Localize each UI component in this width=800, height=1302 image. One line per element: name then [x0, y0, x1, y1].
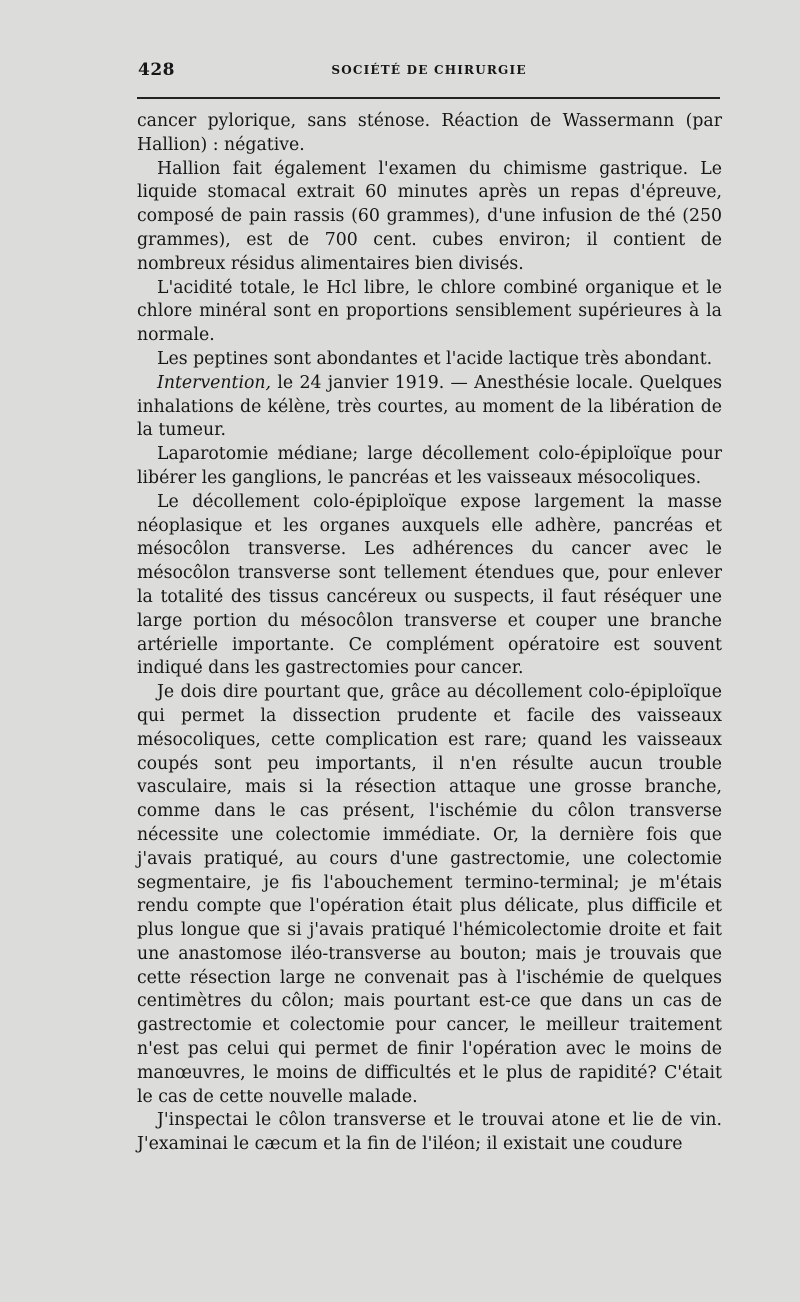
paragraph: [137, 372, 722, 443]
page-header: [138, 60, 720, 84]
paragraph-italic-lead: Intervention,: [157, 372, 272, 393]
paragraph: cancer pylorique, sans sténose. Réaction de Wassermann (par Hallion) : négative.: [137, 111, 722, 155]
paragraph: Les peptines sont abondantes et l'acide lactique très abondant.: [157, 348, 713, 369]
paragraph: Le décollement colo-épiploïque expose largement la masse néoplasique et les organes auxquels elle adhère, pancréas et mésocôlon transverse. Les adhérences du cancer avec le mésocôlon transverse sont tellement étendues que, pour enlever la totalité des tissus cancéreux ou suspects, il faut réséquer une large portion du mésocôlon transverse et couper une branche artérielle importante. Ce complément opératoire est souvent indiqué dans les gastrectomies pour cancer.: [137, 491, 722, 679]
header-rule: [137, 97, 720, 99]
paragraph-text: le 24 janvier 1919. — Anesthésie locale. Quelques inhalations de kélène, très courtes, au moment de la libération de la tumeur.: [137, 372, 722, 441]
paragraph: Laparotomie médiane; large décollement colo-épiploïque pour libérer les ganglions, le pancréas et les vaisseaux mésocoliques.: [137, 444, 722, 488]
running-title: SOCIÉTÉ DE CHIRURGIE: [331, 63, 527, 77]
paragraph: Je dois dire pourtant que, grâce au décollement colo-épiploïque qui permet la dissection prudente et facile des vaisseaux mésocoliques, cette complication est rare; quand les vaisseaux coupés sont peu importants, il n'en résulte aucun trouble vasculaire, mais si la résection attaque une grosse branche, comme dans le cas présent, l'ischémie du côlon transverse nécessite une colectomie immédiate. Or, la dernière fois que j'avais pratiqué, au cours d'une gastrectomie, une colectomie segmentaire, je fis l'abouchement termino-terminal; je m'étais rendu compte que l'opération était plus délicate, plus difficile et plus longue que si j'avais pratiqué l'hémicolectomie droite et fait une anastomose iléo-transverse au bouton; mais je trouvais que cette résection large ne convenait pas à l'ischémie de quelques centimètres du côlon; mais pourtant est-ce que dans un cas de gastrectomie et colectomie pour cancer, le meilleur traitement n'est pas celui qui permet de finir l'opération avec le moins de manœuvres, le moins de difficultés et le plus de rapidité? C'était le cas de cette nouvelle malade.: [137, 682, 722, 1107]
body-text: [137, 110, 722, 1157]
page-number: 428: [138, 60, 175, 80]
paragraph: L'acidité totale, le Hcl libre, le chlore combiné organique et le chlore minéral sont en proportions sensiblement supérieures à la normale.: [137, 277, 722, 346]
paragraph: J'inspectai le côlon transverse et le trouvai atone et lie de vin. J'examinai le cæcum et la fin de l'iléon; il existait une coudure: [137, 1110, 722, 1155]
paragraph: Hallion fait également l'examen du chimisme gastrique. Le liquide stomacal extrait 60 minutes après un repas d'épreuve, composé de pain rassis (60 grammes), d'une infusion de thé (250 grammes), est de 700 cent. cubes environ; il contient de nombreux résidus alimentaires bien divisés.: [137, 158, 722, 274]
